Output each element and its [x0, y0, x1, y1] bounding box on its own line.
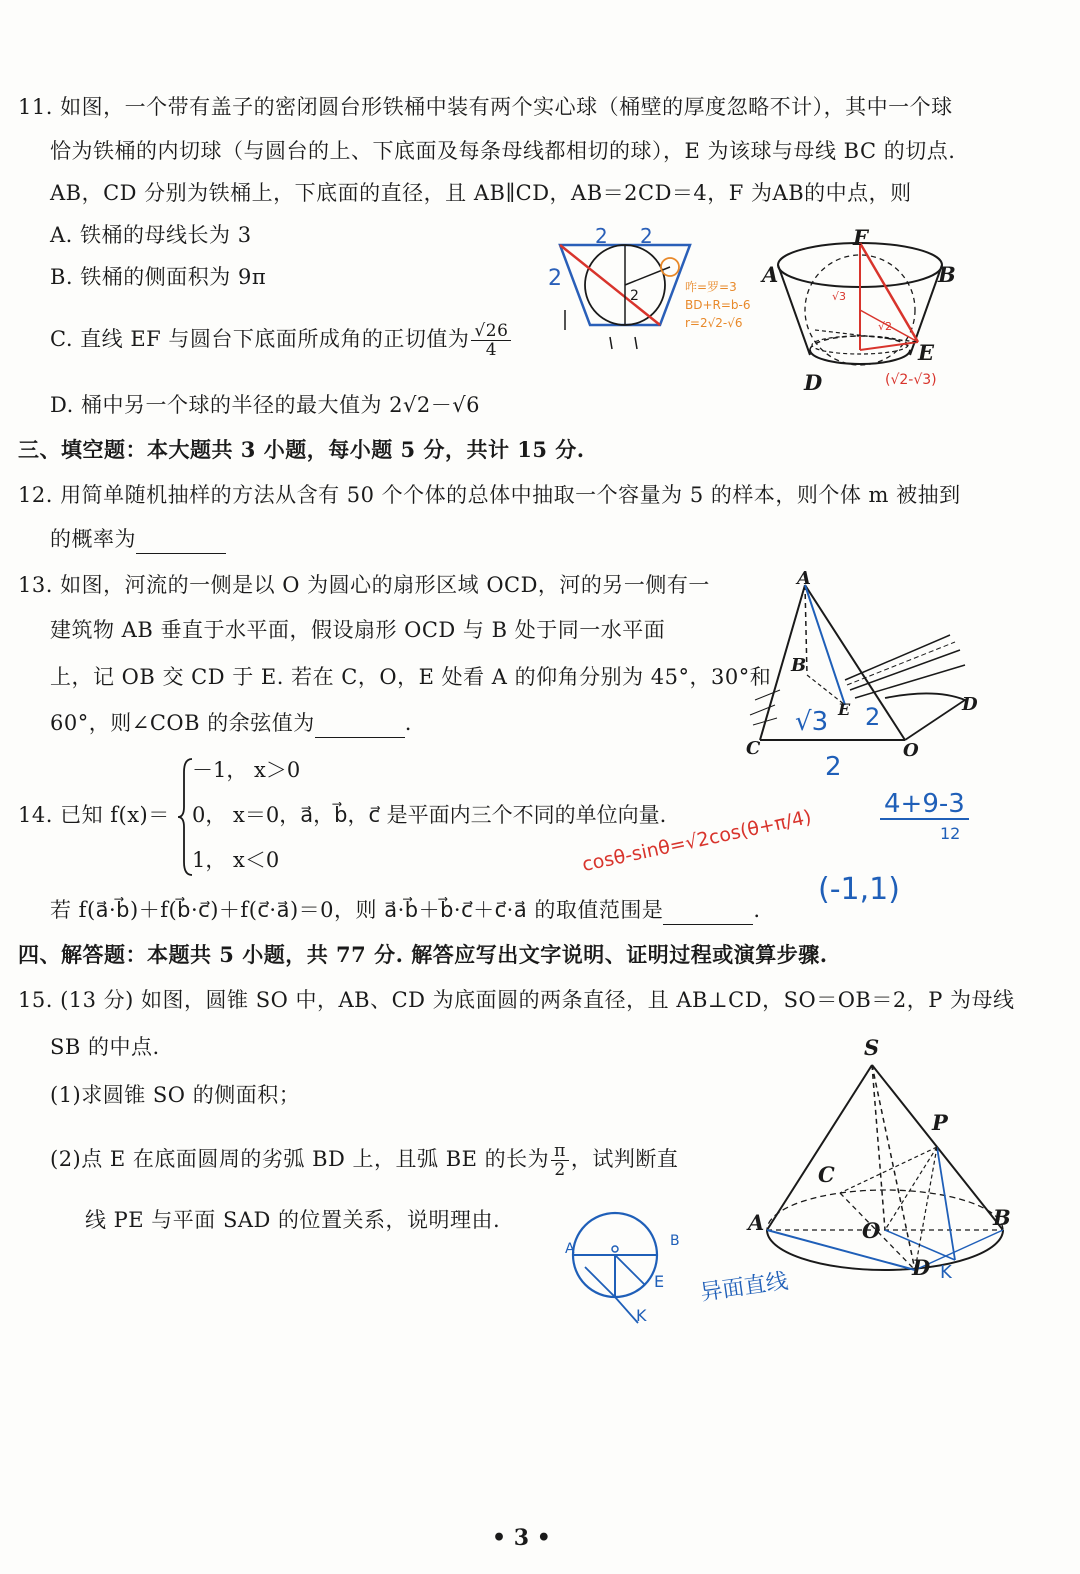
svg-text:2: 2	[630, 288, 639, 304]
q15-sub1: (1)求圆锥 SO 的侧面积；	[50, 1083, 301, 1107]
page-number: • 3 •	[492, 1525, 551, 1551]
handwriting-red-trig: cosθ-sinθ=√2cos(θ+π/4)	[580, 805, 814, 877]
q15-sub2-line2: 线 PE 与平面 SAD 的位置关系，说明理由.	[85, 1208, 501, 1232]
fraction-pi-over-2: $\frac{\pi}{2}$	[551, 1142, 569, 1179]
handwriting-conclusion: 异面直线	[698, 1268, 790, 1306]
q13-line4: 60°，则∠COB 的余弦值为 .	[50, 708, 412, 738]
fig15-label-s: S	[864, 1035, 880, 1060]
fig15-label-a: A	[748, 1210, 765, 1235]
svg-text:√2: √2	[878, 320, 893, 333]
figure-13-pyramid	[735, 580, 985, 782]
q12-answer-blank[interactable]	[136, 531, 226, 554]
fig15-label-d: D	[912, 1255, 931, 1280]
handwriting-orange-notes: 咋=罗=3 BD+R=b-6 r=2√2-√6	[685, 280, 751, 330]
fig13-label-e: E	[838, 700, 851, 719]
sketch-label-e: E	[654, 1272, 665, 1291]
fig13-label-c: C	[746, 738, 761, 759]
fig15-label-o: O	[862, 1218, 881, 1243]
fig15-label-b: B	[993, 1205, 1011, 1230]
q13-answer-blank[interactable]	[315, 715, 405, 738]
figure-15-cone	[750, 1055, 1030, 1285]
q11-line1: 11. 如图，一个带有盖子的密闭圆台形铁桶中装有两个实心球（桶壁的厚度忽略不计），其中一个球	[18, 95, 953, 119]
q11-option-c: C. 直线 EF 与圆台下底面所成角的正切值为 $\frac{√26}{4}$	[50, 322, 513, 359]
svg-text:B: B	[670, 1233, 680, 1249]
handwriting-red-calc: (√2-√3)	[885, 372, 937, 388]
fig13-label-b: B	[791, 655, 807, 676]
fig13-label-d: D	[962, 694, 978, 715]
section-4-heading: 四、解答题：本题共 5 小题，共 77 分. 解答应写出文字说明、证明过程或演算步骤.	[18, 942, 828, 967]
svg-text:2: 2	[595, 224, 608, 248]
q15-line2: SB 的中点.	[50, 1035, 160, 1059]
fig15-label-p: P	[932, 1110, 948, 1135]
q14-case-1: －1， x＞0	[192, 758, 301, 782]
q13-line1: 13. 如图，河流的一侧是以 O 为圆心的扇形区域 OCD，河的另一侧有一	[18, 573, 710, 597]
svg-text:√3: √3	[795, 707, 829, 737]
q14-function-label: 14. 已知 f(x)＝	[18, 803, 170, 827]
svg-text:2: 2	[548, 266, 562, 291]
fig11-label-b: B	[938, 262, 956, 287]
q15-sub2: (2)点 E 在底面圆周的劣弧 BD 上，且弧 BE 的长为 $\frac{\pi}{2}$ ，试判断直	[50, 1141, 679, 1180]
fig11-label-e: E	[918, 340, 935, 365]
svg-text:√3: √3	[832, 290, 847, 303]
fig15-handwritten-k: K	[940, 1262, 952, 1283]
handwriting-circle-sketch	[560, 1205, 690, 1335]
sketch-label-k: K	[636, 1306, 647, 1325]
q12-line1: 12. 用简单随机抽样的方法从含有 50 个个体的总体中抽取一个容量为 5 的样本，则个体 m 被抽到	[18, 483, 961, 507]
svg-text:A: A	[565, 1241, 575, 1257]
q11-line3: AB，CD 分别为铁桶上，下底面的直径，且 AB∥CD，AB＝2CD＝4，F 为AB的中点，则	[50, 181, 912, 205]
fig13-label-o: O	[903, 740, 919, 761]
svg-text:2: 2	[825, 752, 842, 782]
q14-line2: 若 f(a⃗·b⃗)＋f(b⃗·c⃗)＋f(c⃗·a⃗)＝0，则 a⃗·b⃗＋b⃗·c⃗＋c⃗·a⃗ 的取值范围是 .	[50, 895, 761, 925]
fraction-sqrt26-over-4: $\frac{√26}{4}$	[471, 322, 511, 359]
svg-text:2: 2	[640, 224, 653, 248]
q14-answer-blank[interactable]	[663, 902, 753, 925]
q12-line2: 的概率为	[50, 524, 226, 554]
section-3-heading: 三、填空题：本大题共 3 小题，每小题 5 分，共计 15 分.	[18, 437, 585, 462]
fig15-label-c: C	[818, 1162, 835, 1187]
fig11-label-f: F	[853, 225, 868, 250]
q14-case-3: 1， x＜0	[192, 848, 280, 872]
handwriting-blue-fraction: 4+9-3 12	[880, 790, 969, 848]
q13-line2: 建筑物 AB 垂直于水平面，假设扇形 OCD 与 B 处于同一水平面	[50, 618, 666, 642]
q15-line1: 15. (13 分) 如图，圆锥 SO 中，AB、CD 为底面圆的两条直径，且 AB⊥CD，SO＝OB＝2，P 为母线	[18, 988, 1015, 1012]
q11-line2: 恰为铁桶的内切球（与圆台的上、下底面及每条母线都相切的球），E 为该球与母线 BC 的切点.	[50, 139, 956, 163]
handwriting-blue-answer: (-1,1)	[818, 872, 900, 907]
fig13-label-a: A	[797, 568, 811, 589]
svg-text:2: 2	[865, 703, 881, 731]
q14-case-2: 0， x＝0，a⃗，b⃗，c⃗ 是平面内三个不同的单位向量.	[192, 803, 667, 827]
fig11-label-a: A	[762, 262, 779, 287]
q13-line3: 上，记 OB 交 CD 于 E. 若在 C，O，E 处看 A 的仰角分别为 45°，30°和	[50, 665, 772, 689]
q11-option-a: A. 铁桶的母线长为 3	[50, 223, 252, 247]
q11-option-b: B. 铁桶的侧面积为 9π	[50, 265, 267, 289]
fig11-label-d: D	[804, 370, 823, 395]
q11-option-d: D. 桶中另一个球的半径的最大值为 2√2－√6	[50, 393, 480, 417]
